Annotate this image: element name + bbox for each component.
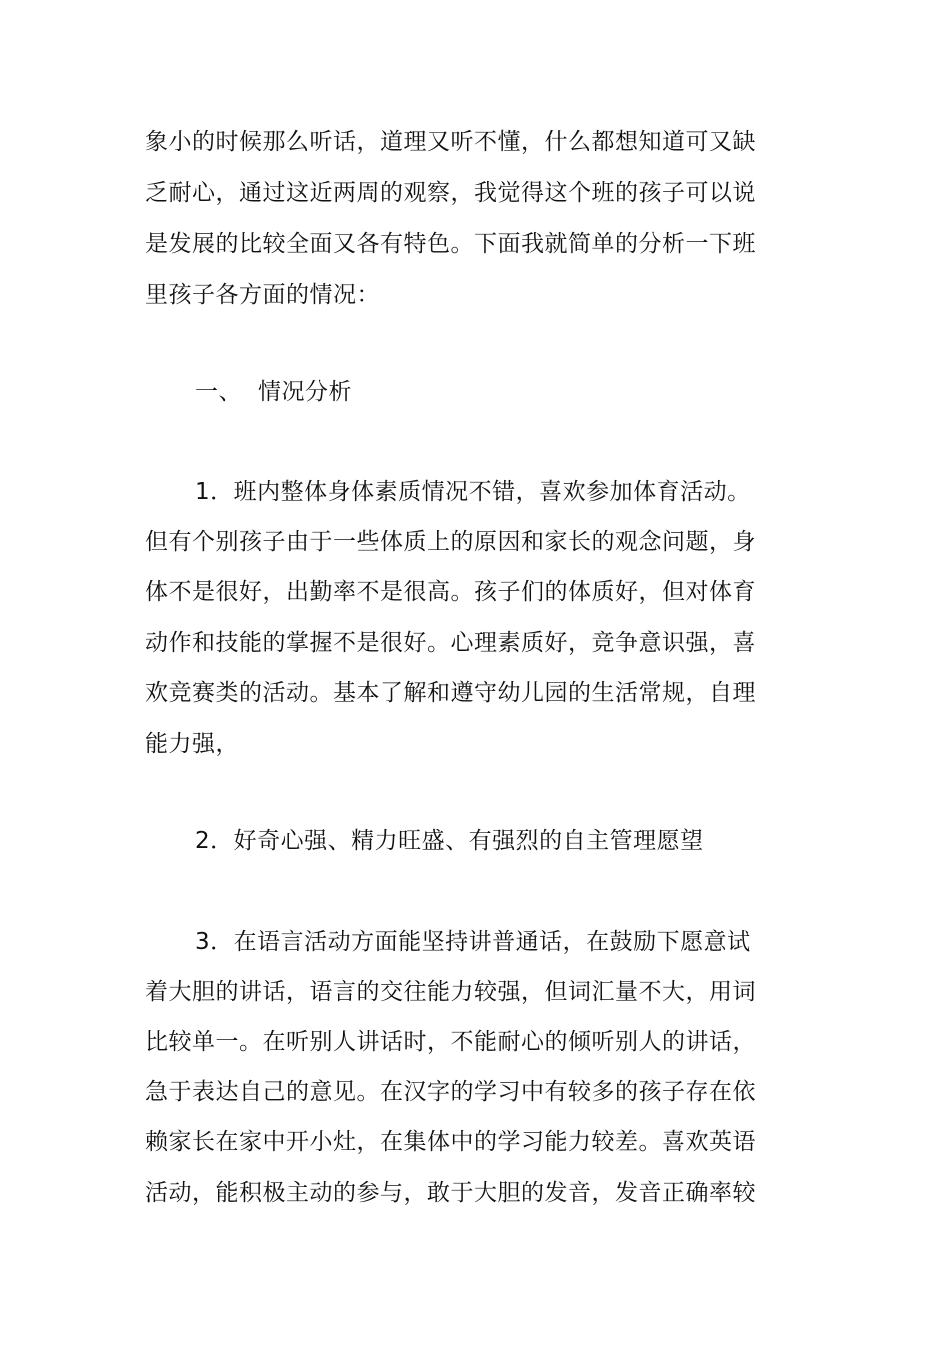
item-1-line-6: 能力强， (145, 731, 239, 757)
item-3-line-4: 急于表达自己的意见。在汉字的学习中有较多的孩子存在依 (145, 1079, 756, 1105)
item-3-line-1: 3．在语言活动方面能坚持讲普通话，在鼓励下愿意试 (195, 929, 751, 955)
intro-line-4: 里孩子各方面的情况： (145, 282, 380, 308)
intro-line-3: 是发展的比较全面又各有特色。下面我就简单的分析一下班 (145, 231, 756, 257)
heading-title: 情况分析 (258, 379, 352, 405)
item-2-line-1: 2．好奇心强、精力旺盛、有强烈的自主管理愿望 (195, 828, 704, 854)
item-3-line-5: 赖家长在家中开小灶，在集体中的学习能力较差。喜欢英语 (145, 1129, 756, 1155)
item-1-line-4: 动作和技能的掌握不是很好。心理素质好，竞争意识强，喜 (145, 630, 756, 656)
intro-line-2: 乏耐心，通过这近两周的观察，我觉得这个班的孩子可以说 (145, 180, 756, 206)
item-1-line-3: 体不是很好，出勤率不是很高。孩子们的体质好，但对体育 (145, 579, 756, 605)
item-3-line-2: 着大胆的讲话，语言的交往能力较强，但词汇量不大，用词 (145, 979, 756, 1005)
item-1-line-1: 1．班内整体身体素质情况不错，喜欢参加体育活动。 (195, 479, 751, 505)
item-1-line-2: 但有个别孩子由于一些体质上的原因和家长的观念问题，身 (145, 529, 756, 555)
intro-line-1: 象小的时候那么听话，道理又听不懂，什么都想知道可又缺 (145, 129, 756, 155)
item-1-line-5: 欢竞赛类的活动。基本了解和遵守幼儿园的生活常规，自理 (145, 680, 756, 706)
item-3-line-6: 活动，能积极主动的参与，敢于大胆的发音，发音正确率较 (145, 1180, 756, 1206)
heading-number: 一、 (195, 379, 242, 405)
item-3-line-3: 比较单一。在听别人讲话时，不能耐心的倾听别人的讲话， (145, 1029, 756, 1055)
